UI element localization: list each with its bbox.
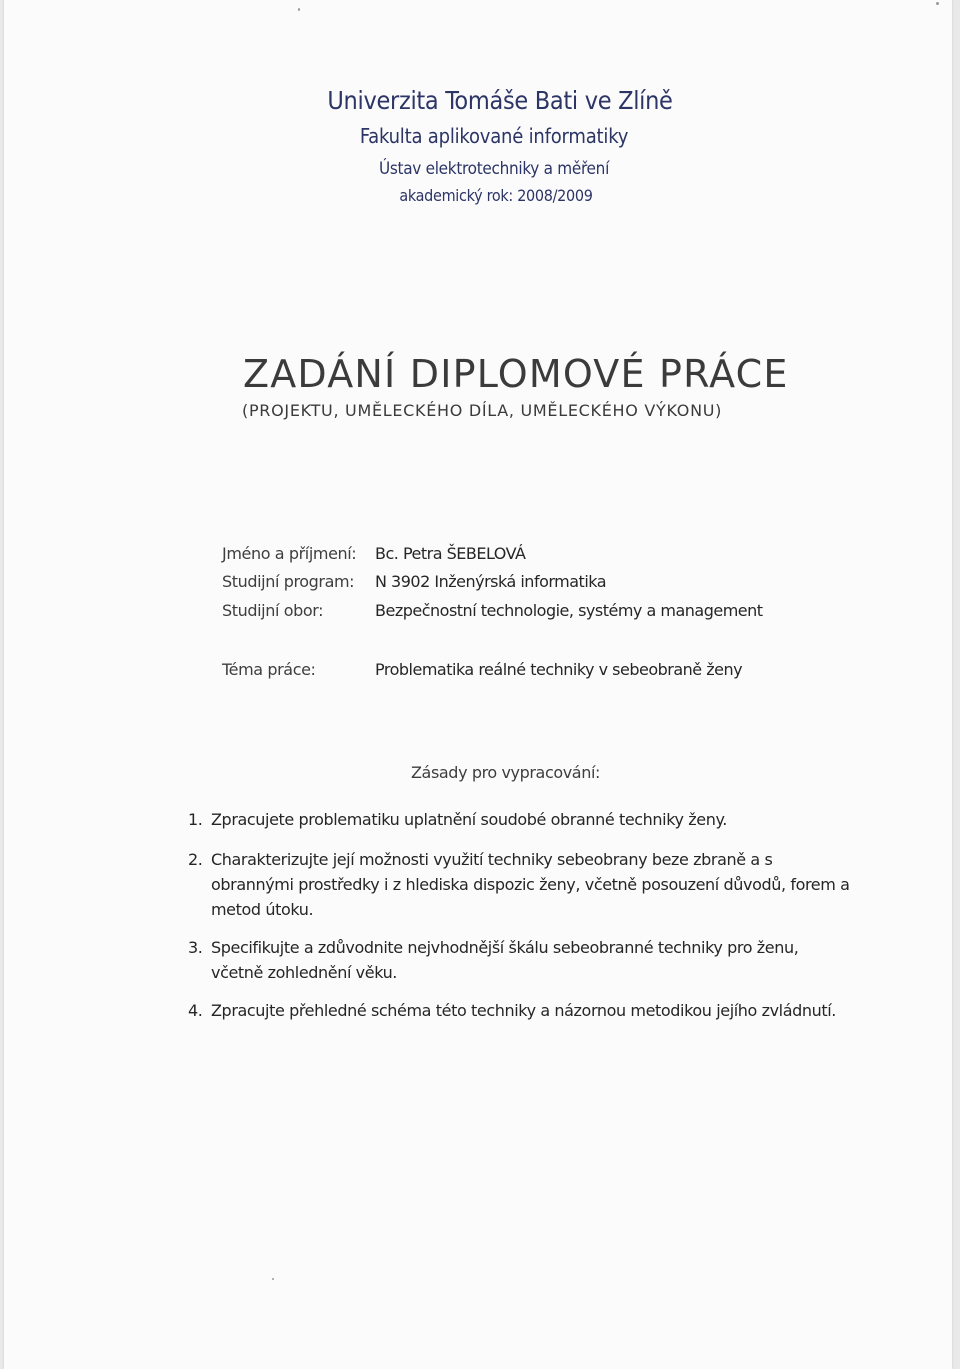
university-name: Univerzita Tomáše Bati ve Zlíně — [327, 86, 673, 115]
field-value: Bc. Petra ŠEBELOVÁ — [375, 544, 526, 563]
field-label: Téma práce: — [222, 660, 316, 679]
list-item-text: Charakterizujte její možnosti využití techniky sebeobrany beze zbraně a s obrannými prostředky i z hlediska dispozic ženy, včetně posouzení důvodů, forem a metod útoku. — [211, 850, 850, 919]
field-value: Bezpečnostní technologie, systémy a management — [375, 601, 763, 620]
list-item-number: 1. — [188, 810, 203, 829]
list-item-number: 2. — [188, 850, 203, 869]
academic-year: akademický rok: 2008/2009 — [399, 186, 593, 205]
field-label: Jméno a příjmení: — [222, 544, 357, 563]
field-value: Problematika reálné techniky v sebeobraně ženy — [375, 660, 743, 679]
list-item-text: Zpracujte přehledné schéma této techniky a názornou metodikou jejího zvládnutí. — [211, 1001, 836, 1020]
institute-name: Ústav elektrotechniky a měření — [378, 159, 610, 179]
field-label: Studijní program: — [222, 572, 355, 591]
list-item-number: 4. — [188, 1001, 203, 1020]
field-row-topic — [222, 660, 882, 686]
document-title: ZADÁNÍ DIPLOMOVÉ PRÁCE — [243, 352, 789, 396]
list-item-text: Specifikujte a zdůvodnite nejvhodnější škálu sebeobranné techniky pro ženu, včetně zohlednění věku. — [211, 938, 799, 982]
field-label: Studijní obor: — [222, 601, 324, 620]
list-item-number: 3. — [188, 938, 203, 957]
principles-heading: Zásady pro vypracování: — [411, 763, 600, 782]
field-row-field — [222, 601, 882, 627]
field-row-name — [222, 544, 882, 570]
document-subtitle: (PROJEKTU, UMĚLECKÉHO DÍLA, UMĚLECKÉHO VÝKONU) — [242, 401, 723, 420]
faculty-name: Fakulta aplikované informatiky — [359, 124, 629, 148]
field-row-program — [222, 572, 882, 598]
list-item-text: Zpracujete problematiku uplatnění soudobé obranné techniky ženy. — [211, 810, 727, 829]
scan-speck — [272, 1278, 274, 1280]
scan-speck — [298, 8, 300, 11]
field-value: N 3902 Inženýrská informatika — [375, 572, 607, 591]
scan-speck — [936, 2, 939, 5]
